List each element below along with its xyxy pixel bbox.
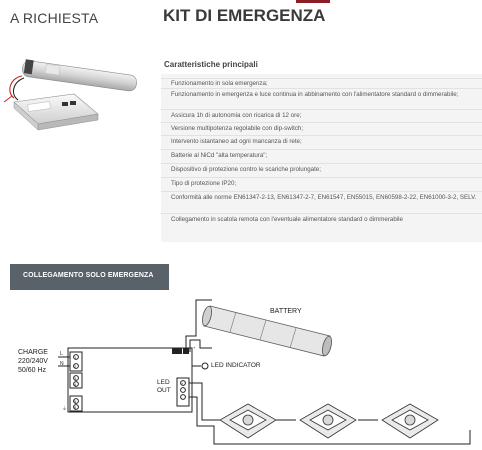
led-indicator-label: LED INDICATOR [211,362,261,369]
spec-item [171,165,477,174]
specs-heading: Caratteristiche principali [164,60,258,69]
spec-item-text: Conformità alle norme EN61347-2-13, EN61347-2-7, EN61547, EN55015, EN60598-2-22, EN61000-3-2, SELV. [171,194,477,201]
terminal-number: 1 [74,355,77,360]
led-indicator-icon [202,363,208,369]
neutral-mark: N [60,361,64,367]
line-mark: L [60,351,63,357]
spec-item [171,124,477,133]
terminal-number: 2 [74,364,77,369]
emergency-module-image [14,94,98,130]
divider [161,122,482,123]
battery-plus-mark: + [193,345,196,350]
section-header-label: COLLEGAMENTO SOLO EMERGENZA [23,272,154,279]
spec-item-text: Tipo di protezione IP20; [171,180,237,187]
spec-item [171,111,477,120]
led-fixture-icon [382,404,438,438]
spec-item [171,193,477,202]
spec-item-text: Dispositivo di protezione contro le scariche prolungate; [171,166,321,173]
terminal-number: 6 [74,405,77,410]
spec-item-text: Collegamento in scatola remota con l'eventuale alimentatore standard o dimmerabile [171,216,403,223]
frequency-label: 50/60 Hz [18,367,47,374]
led-fixture-icon [300,404,356,438]
divider [161,88,482,89]
divider [161,213,482,214]
battery-icon [201,305,334,356]
page-title: KIT DI EMERGENZA [163,6,326,25]
spec-item-text: Assicura 1h di autonomia con ricarica di 12 ore; [171,112,302,119]
section-header-bar [10,264,169,290]
spec-item [171,79,477,88]
terminal-number: 5 [74,399,77,404]
spec-item [171,137,477,146]
charge-label: CHARGE [18,349,48,356]
ground-icon: ⏚ [62,406,68,412]
voltage-label: 220/240V [18,358,48,365]
spec-item-text: Versione multipotenza regolabile con dip-switch; [171,125,304,132]
divider [161,163,482,164]
output-plus-mark: + [181,381,184,386]
divider [161,109,482,110]
dip-switch [172,348,182,354]
divider [161,135,482,136]
out-label: OUT [157,387,171,394]
spec-item [171,215,477,224]
led-label: LED [157,379,170,386]
terminal-number: 3 [74,376,77,381]
spec-item [171,179,477,188]
divider [161,149,482,150]
output-minus-mark: - [181,395,183,400]
specs-panel [161,74,482,242]
battery-minus-mark: - [201,345,203,350]
spec-item [171,90,477,99]
divider [161,191,482,192]
wiring-diagram [0,296,482,450]
spec-item-text: Batterie al NiCd "alta temperatura"; [171,152,268,159]
emergency-module-outline [68,348,192,412]
spec-item-text: Funzionamento in sola emergenza; [171,80,268,87]
on-request-label: A RICHIESTA [10,10,99,26]
spec-item [171,151,477,160]
led-fixture-icon [220,404,276,438]
battery-label: BATTERY [270,308,302,315]
terminal-screw [181,388,186,393]
product-photo [0,58,150,138]
divider [161,177,482,178]
title-accent-bar [296,0,330,3]
battery-pack-image [21,59,137,92]
led-out-label [157,379,171,395]
output-wire-positive [189,383,220,420]
terminal-number: 4 [74,382,77,387]
spec-item-text: Funzionamento in emergenza e luce continua in abbinamento con l'alimentatore standard o dimmerabile; [171,91,459,98]
spec-item-text: Intervento istantaneo ad ogni mancanza di rete; [171,138,302,145]
